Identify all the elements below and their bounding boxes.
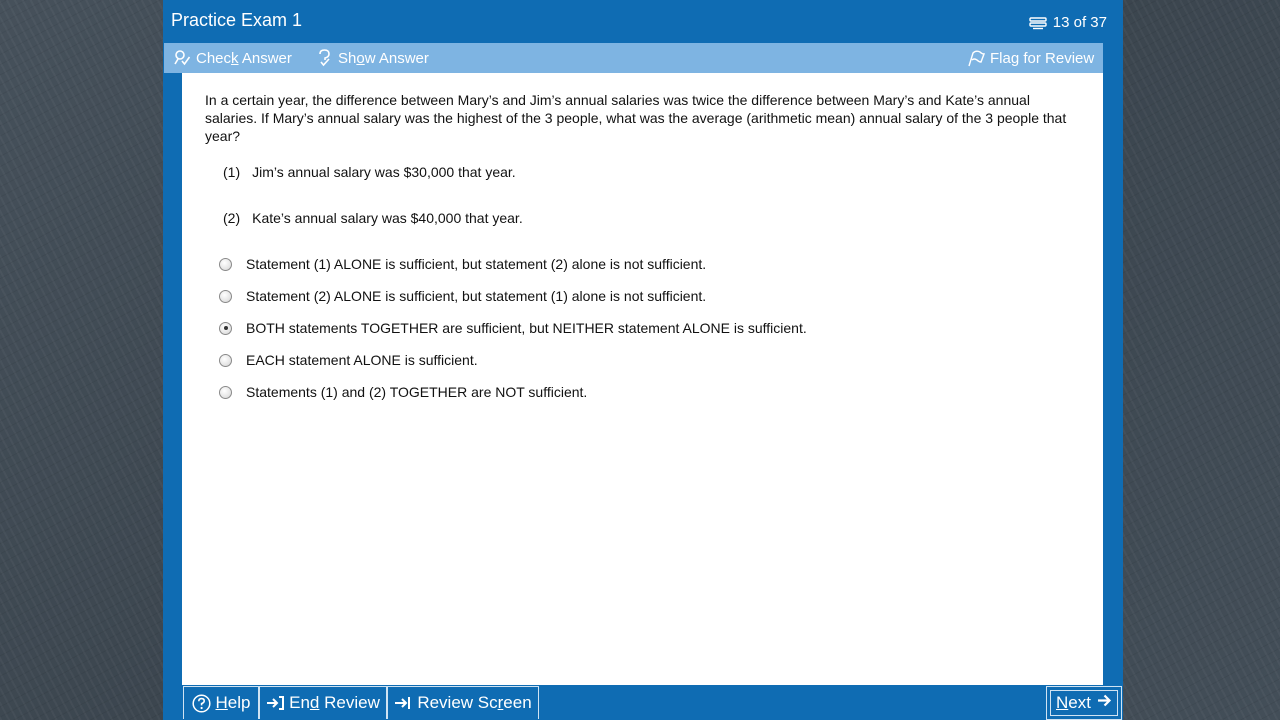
help-icon <box>192 694 211 713</box>
show-answer-button[interactable] <box>317 49 429 67</box>
radio-button[interactable] <box>219 386 232 399</box>
question-stem: In a certain year, the difference between Mary’s and Jim’s annual salaries was twice the difference between Mary’s and Kate’s annual salaries. If Mary’s annual salary was the highest of the 3 people, what was the average (arithmetic mean) annual salary of the 3 people that year? <box>205 92 1067 144</box>
question-counter-text: 13 of 37 <box>1052 14 1107 31</box>
review-screen-icon <box>394 695 412 711</box>
check-answer-button[interactable] <box>173 49 292 67</box>
question-panel <box>182 73 1103 685</box>
answer-option-a[interactable] <box>219 256 706 272</box>
help-button[interactable] <box>183 686 259 719</box>
question-list-icon <box>1029 16 1047 30</box>
answer-option-d[interactable] <box>219 352 478 368</box>
radio-button[interactable] <box>219 290 232 303</box>
exam-window <box>163 0 1123 720</box>
radio-button-selected[interactable] <box>219 322 232 335</box>
statement-2 <box>223 210 523 226</box>
review-screen-label: Review Screen <box>417 693 532 712</box>
check-answer-icon <box>173 49 191 67</box>
answer-option-c[interactable] <box>219 320 807 336</box>
answer-option-b[interactable] <box>219 288 706 304</box>
bottom-navigation-bar <box>163 686 1123 720</box>
next-button-frame <box>1046 686 1122 720</box>
answer-option-label: EACH statement ALONE is sufficient. <box>246 352 478 368</box>
flag-for-review-button[interactable] <box>967 49 1094 67</box>
show-answer-label: Show Answer <box>338 49 429 67</box>
end-review-label: End Review <box>289 693 380 712</box>
radio-button[interactable] <box>219 354 232 367</box>
show-answer-icon <box>317 49 333 67</box>
exam-title: Practice Exam 1 <box>171 10 303 30</box>
answer-option-e[interactable] <box>219 384 587 400</box>
title-bar <box>163 0 1123 42</box>
answer-option-label: BOTH statements TOGETHER are sufficient, but NEITHER statement ALONE is sufficient. <box>246 320 807 336</box>
help-label: Help <box>215 693 251 712</box>
check-answer-label: Check Answer <box>196 49 292 67</box>
answer-option-label: Statement (1) ALONE is sufficient, but statement (2) alone is not sufficient. <box>246 256 707 272</box>
question-counter <box>1029 14 1107 31</box>
answer-option-label: Statement (2) ALONE is sufficient, but statement (1) alone is not sufficient. <box>246 288 707 304</box>
statement-text: Jim’s annual salary was $30,000 that year. <box>252 164 516 180</box>
statement-number: (2) <box>223 210 241 226</box>
statement-number: (1) <box>223 164 241 180</box>
review-screen-button[interactable] <box>387 686 539 719</box>
next-button[interactable] <box>1050 690 1118 716</box>
arrow-right-icon <box>1097 693 1112 713</box>
end-review-button[interactable] <box>259 686 387 719</box>
flag-icon <box>967 49 985 67</box>
flag-for-review-label: Flag for Review <box>990 49 1095 67</box>
statement-1 <box>223 164 516 180</box>
answer-option-label: Statements (1) and (2) TOGETHER are NOT sufficient. <box>246 384 588 400</box>
statement-text: Kate’s annual salary was $40,000 that year. <box>252 210 523 226</box>
toolbar <box>164 43 1103 73</box>
next-label: Next <box>1056 693 1091 712</box>
radio-button[interactable] <box>219 258 232 271</box>
end-review-icon <box>266 695 284 711</box>
